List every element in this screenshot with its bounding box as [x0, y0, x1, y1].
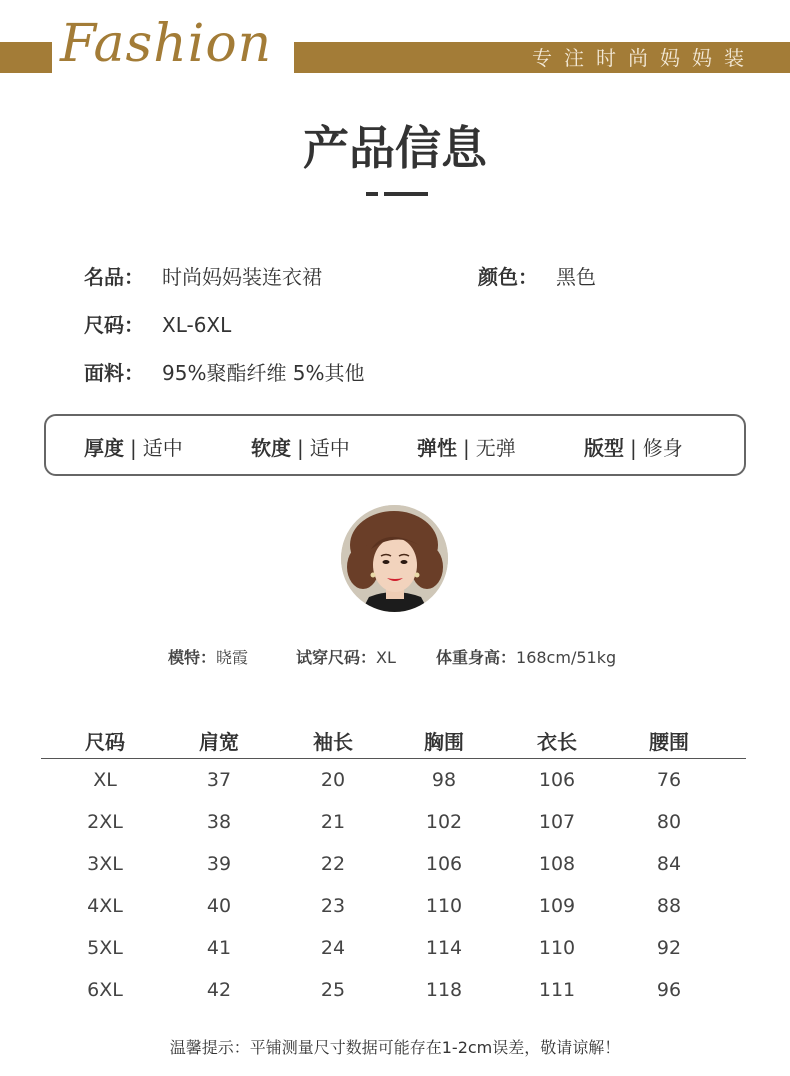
attr-elasticity: [417, 432, 516, 461]
cell-length: 110: [538, 937, 576, 959]
model-body: [436, 645, 616, 668]
cell-waist: 76: [656, 769, 682, 791]
table-row: [41, 759, 746, 801]
cell-length: 109: [538, 895, 576, 917]
attr-separator: |: [630, 436, 637, 460]
cell-sleeve: 24: [320, 937, 346, 959]
info-size-value: XL-6XL: [162, 313, 232, 337]
cell-chest: 98: [431, 769, 457, 791]
attr-elasticity-label: 弹性: [417, 436, 457, 460]
cell-size: 3XL: [87, 853, 123, 875]
cell-size: 2XL: [87, 811, 123, 833]
attr-separator: |: [297, 436, 304, 460]
info-fabric: [84, 357, 365, 386]
header-length: 衣长: [537, 730, 577, 754]
model-size-label: 试穿尺码：: [296, 648, 377, 667]
section-title: 产品信息: [303, 121, 487, 175]
cell-waist: 80: [656, 811, 682, 833]
slogan: 专注时尚妈妈装: [532, 46, 756, 70]
banner-bar-left: [0, 42, 52, 73]
attr-thickness: [84, 432, 183, 461]
cell-shoulder: 41: [206, 937, 232, 959]
attr-softness-label: 软度: [251, 436, 291, 460]
model-name-label: 模特：: [168, 648, 217, 667]
size-table-header: [41, 718, 746, 759]
attr-softness: [251, 432, 350, 461]
info-name-label: 名品：: [84, 265, 144, 289]
cell-size: 5XL: [87, 937, 123, 959]
table-row: [41, 801, 746, 843]
cell-waist: 88: [656, 895, 682, 917]
measurement-note: 温馨提示：平铺测量尺寸数据可能存在1-2cm误差，敬请谅解！: [169, 1038, 621, 1057]
cell-size: 6XL: [87, 979, 123, 1001]
cell-length: 108: [538, 853, 576, 875]
cell-sleeve: 25: [320, 979, 346, 1001]
cell-chest: 106: [425, 853, 463, 875]
cell-shoulder: 37: [206, 769, 232, 791]
header-shoulder: 肩宽: [199, 730, 239, 754]
model-name-value: 晓霞: [216, 648, 249, 667]
attr-separator: |: [463, 436, 470, 460]
model-portrait-image: [341, 505, 448, 612]
brand-logo: Fashion: [60, 14, 273, 74]
cell-size: XL: [93, 769, 117, 791]
cell-waist: 92: [656, 937, 682, 959]
attr-elasticity-value: 无弹: [475, 436, 516, 460]
attr-softness-value: 适中: [309, 436, 350, 460]
info-fabric-label: 面料：: [84, 361, 144, 385]
cell-waist: 84: [656, 853, 682, 875]
cell-chest: 110: [425, 895, 463, 917]
model-size-value: XL: [376, 648, 396, 667]
cell-length: 111: [538, 979, 576, 1001]
header-chest: 胸围: [424, 730, 464, 754]
info-name-value: 时尚妈妈装连衣裙: [162, 265, 322, 289]
cell-shoulder: 38: [206, 811, 232, 833]
info-fabric-value: 95%聚酯纤维 5%其他: [162, 361, 365, 385]
info-size-label: 尺码：: [84, 313, 144, 337]
cell-shoulder: 40: [206, 895, 232, 917]
header-waist: 腰围: [649, 730, 689, 754]
cell-shoulder: 42: [206, 979, 232, 1001]
info-size: [84, 309, 231, 338]
header-sleeve: 袖长: [313, 730, 353, 754]
attr-fit-label: 版型: [584, 436, 624, 460]
table-row: [41, 885, 746, 927]
attr-thickness-label: 厚度: [84, 436, 124, 460]
attr-fit-value: 修身: [642, 436, 683, 460]
attr-fit: [584, 432, 683, 461]
info-color-label: 颜色：: [478, 265, 538, 289]
info-name: [84, 261, 322, 290]
info-color: [478, 261, 596, 290]
attr-thickness-value: 适中: [142, 436, 183, 460]
title-underline-dot: [366, 192, 378, 196]
cell-waist: 96: [656, 979, 682, 1001]
attributes-box: [44, 414, 746, 476]
info-color-value: 黑色: [556, 265, 596, 289]
table-row: [41, 927, 746, 969]
cell-sleeve: 21: [320, 811, 346, 833]
model-name: [168, 645, 248, 668]
cell-chest: 118: [425, 979, 463, 1001]
cell-shoulder: 39: [206, 853, 232, 875]
size-table: [41, 718, 746, 1011]
cell-length: 107: [538, 811, 576, 833]
cell-sleeve: 20: [320, 769, 346, 791]
attr-separator: |: [130, 436, 137, 460]
model-size: [296, 645, 396, 668]
model-avatar: [341, 505, 448, 612]
cell-size: 4XL: [87, 895, 123, 917]
model-body-label: 体重身高：: [436, 648, 517, 667]
cell-sleeve: 22: [320, 853, 346, 875]
cell-chest: 102: [425, 811, 463, 833]
cell-chest: 114: [425, 937, 463, 959]
table-row: [41, 969, 746, 1011]
table-row: [41, 843, 746, 885]
header-size: 尺码: [85, 730, 125, 754]
title-underline-bar: [384, 192, 428, 196]
cell-sleeve: 23: [320, 895, 346, 917]
cell-length: 106: [538, 769, 576, 791]
model-body-value: 168cm/51kg: [516, 648, 617, 667]
